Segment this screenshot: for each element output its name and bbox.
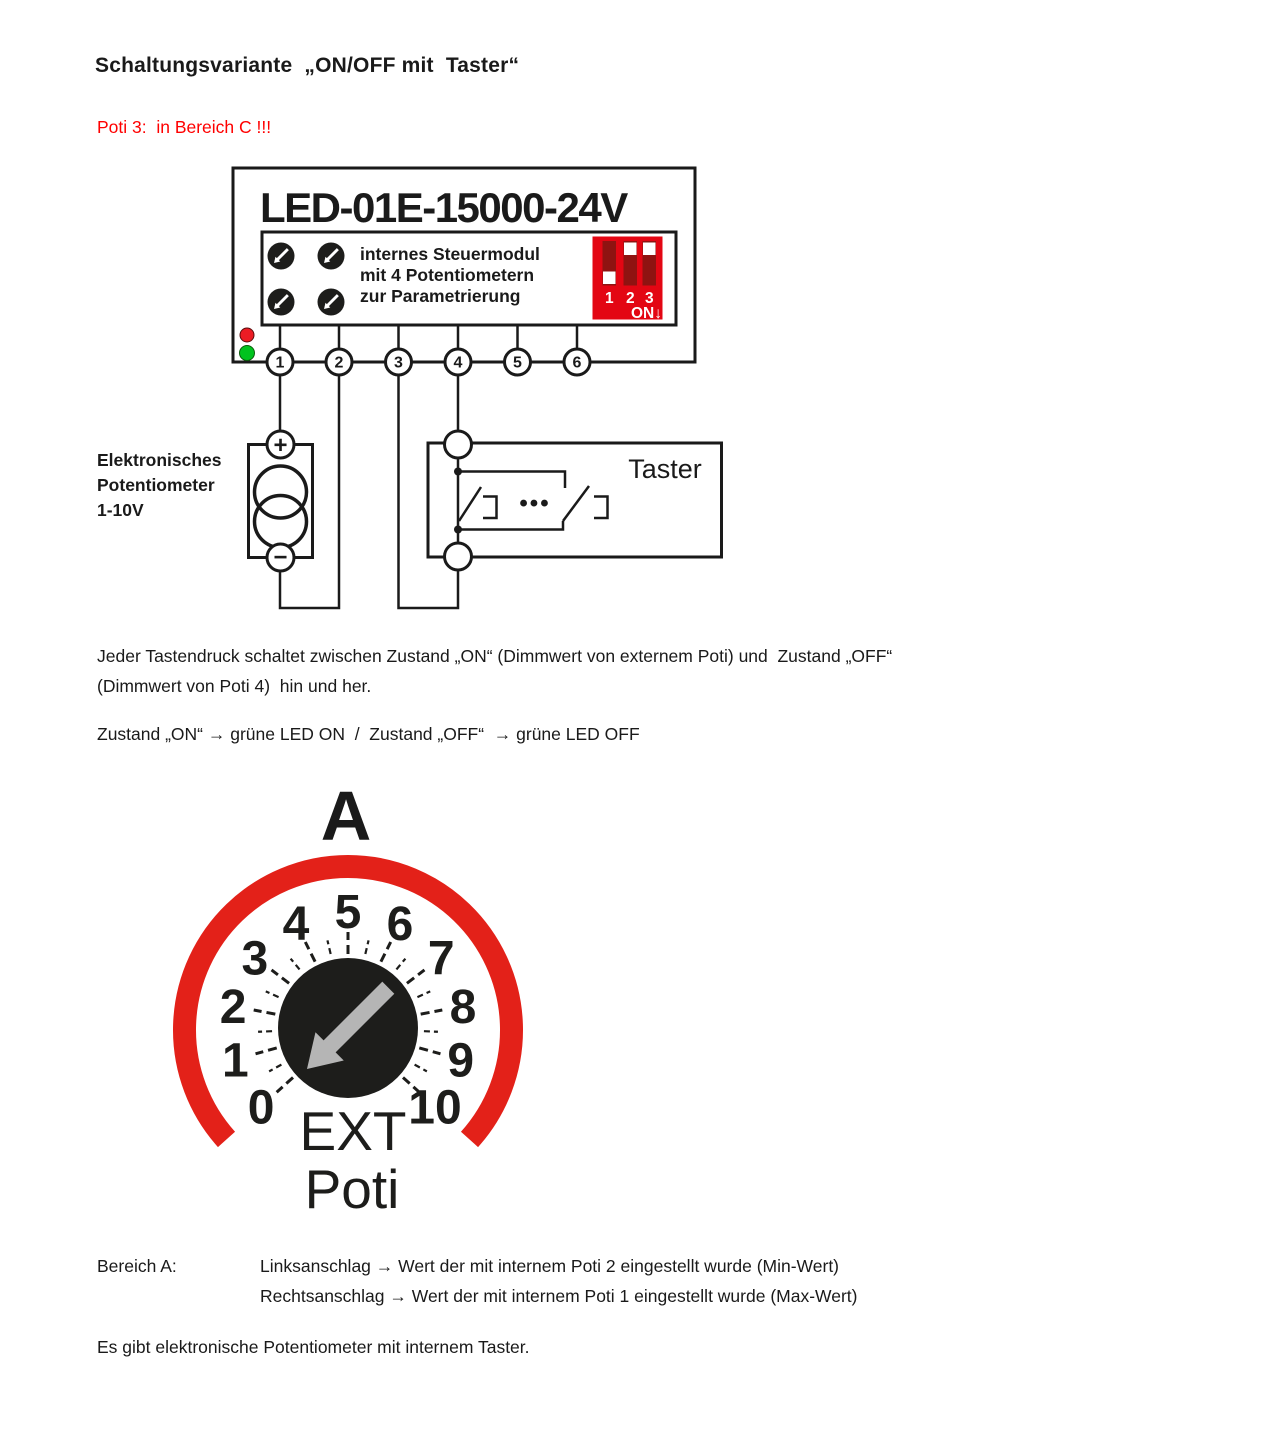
more-buttons-dots: •••	[519, 490, 551, 517]
taster-top-rail	[458, 472, 565, 489]
red-led-icon	[240, 328, 254, 342]
svg-text:mit 4 Potentiometern: mit 4 Potentiometern	[360, 265, 535, 285]
wire-poti-t2	[280, 375, 339, 608]
paragraph-line: (Dimmwert von Poti 4) hin und her.	[97, 676, 372, 696]
circuit-diagram	[90, 160, 740, 630]
poti-knob-icon	[318, 243, 345, 270]
svg-text:internes Steuermodul: internes Steuermodul	[360, 244, 540, 264]
minus-sign: −	[273, 544, 288, 571]
dial-scale-number: 10	[408, 1081, 462, 1135]
status-leds	[240, 328, 255, 361]
bereich-line: Rechtsanschlag → Wert der mit internem Poti 1 eingestellt wurde (Max-Wert)	[260, 1285, 858, 1306]
knob-label-poti: Poti	[304, 1158, 400, 1220]
footer-note: Es gibt elektronische Potentiometer mit internem Taster.	[97, 1337, 530, 1357]
dip-slider	[624, 243, 637, 256]
dial-scale-number: 6	[386, 898, 414, 952]
ext-poti-symbol	[249, 431, 313, 571]
dip-number: 2	[625, 290, 635, 307]
knob-label-ext: EXT	[299, 1100, 407, 1162]
taster-box	[428, 431, 722, 570]
source-circle-bottom	[255, 496, 307, 548]
dip-on-label: ON↓	[631, 305, 662, 322]
dial-scale-number: 8	[449, 981, 477, 1035]
svg-text:zur Parametrierung: zur Parametrierung	[360, 286, 521, 306]
ext-poti-dial	[150, 770, 550, 1230]
internal-poti-knobs	[268, 243, 345, 316]
push-button-icon	[459, 487, 497, 521]
svg-text:Elektronisches: Elektronisches	[97, 450, 222, 470]
terminal-4	[445, 349, 471, 375]
dial-scale-number: 1	[221, 1034, 249, 1088]
svg-text:3: 3	[394, 354, 403, 372]
dial-scale-number: 3	[241, 932, 269, 986]
push-button-icon	[563, 486, 608, 521]
dial-scale-number: 2	[219, 981, 247, 1035]
dip-slider	[603, 272, 616, 285]
plus-sign: +	[273, 432, 288, 459]
dial-scale-number: 9	[447, 1034, 475, 1088]
page-title: Schaltungsvariante „ON/OFF mit Taster“	[95, 54, 520, 77]
dip-number: 3	[644, 290, 654, 307]
dip-number: 1	[604, 290, 614, 307]
taster-bottom-rail	[458, 521, 563, 530]
paragraph-tastendruck	[97, 641, 1207, 701]
terminal-1	[267, 349, 293, 375]
warning-note: Poti 3: in Bereich C !!!	[97, 117, 272, 137]
terminal-3	[386, 349, 412, 375]
zone-a-label: A	[320, 777, 372, 855]
svg-text:2: 2	[334, 354, 344, 372]
taster-bottom-node	[445, 543, 472, 570]
terminal-stubs	[280, 325, 577, 349]
bereich-a-lines	[260, 1252, 858, 1311]
paragraph-zustand: Zustand „ON“ → grüne LED ON / Zustand „OFF“ → grüne LED OFF	[97, 724, 640, 744]
bereich-line: Linksanschlag → Wert der mit internem Poti 2 eingestellt wurde (Min-Wert)	[260, 1256, 840, 1276]
poti-knob-icon	[318, 289, 345, 316]
green-led-icon	[240, 346, 255, 361]
svg-text:Potentiometer: Potentiometer	[97, 475, 215, 495]
module-name: LED-01E-15000-24V	[260, 184, 627, 231]
module-description	[360, 244, 540, 306]
dip-slider	[643, 243, 656, 256]
svg-text:1-10V: 1-10V	[97, 500, 144, 520]
terminal-6	[564, 349, 590, 375]
dial-scale-number: 5	[334, 886, 362, 939]
bereich-a-label: Bereich A:	[97, 1256, 177, 1276]
svg-text:5: 5	[513, 354, 522, 372]
svg-text:6: 6	[572, 354, 582, 372]
dial-scale-number: 4	[282, 898, 310, 952]
taster-label: Taster	[628, 454, 702, 484]
dip-switch	[593, 237, 663, 323]
bereich-a-block	[97, 1252, 858, 1311]
paragraph-line: Jeder Tastendruck schaltet zwischen Zustand „ON“ (Dimmwert von externem Poti) und Zustand „OFF“	[97, 646, 893, 666]
dial-scale-number: 7	[427, 932, 455, 986]
terminal-2	[326, 349, 352, 375]
terminal-5	[505, 349, 531, 375]
source-circle-top	[255, 466, 307, 518]
svg-text:4: 4	[453, 354, 463, 372]
poti-knob-icon	[268, 289, 295, 316]
taster-top-node	[445, 431, 472, 458]
ext-poti-label	[97, 450, 222, 520]
dial-scale-number: 0	[247, 1081, 275, 1135]
poti-knob-icon	[268, 243, 295, 270]
svg-text:1: 1	[275, 354, 285, 372]
